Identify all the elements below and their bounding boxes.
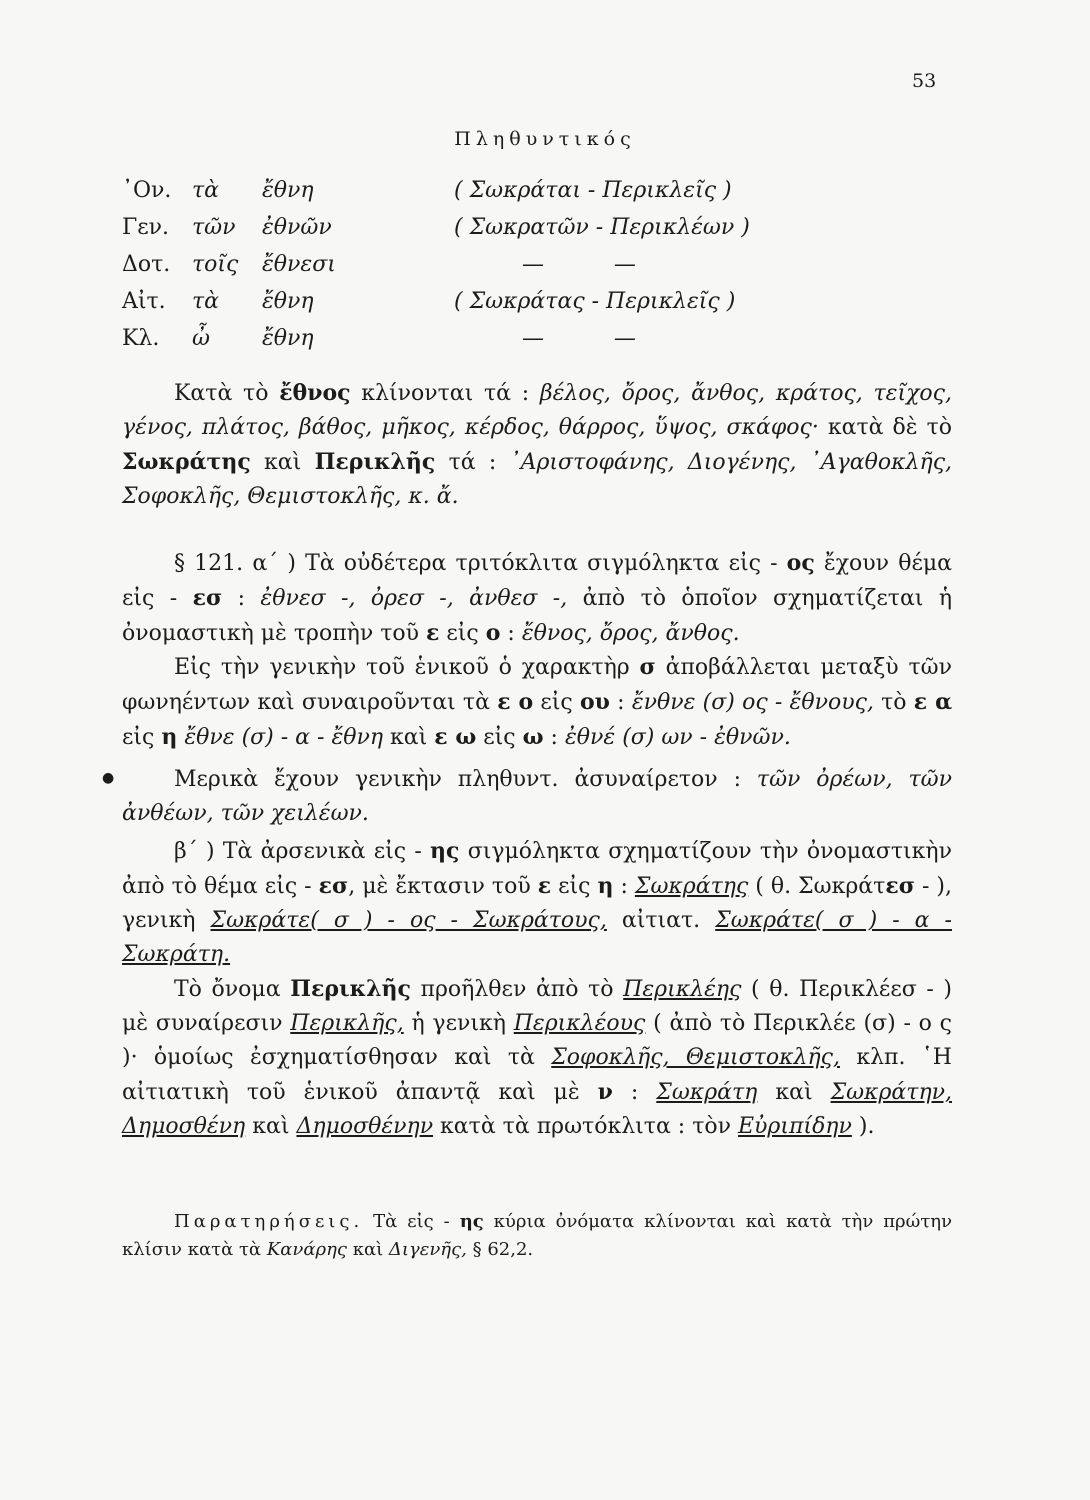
section-121-paragraph: § 121. α΄ ) Τὰ οὐδέτερα τριτόκλιτα σιγμόληκτα εἰς - ος ἔχουν θέμα εἰς - εσ : ἐθνεσ -, ὀρεσ -, ἀνθεσ -, ἀπὸ τὸ ὁποῖον σχηματίζεται ἡ ὀνομαστικὴ μὲ τροπὴν τοῦ ε εἰς ο : ἔθνος, ὄρος, ἄνθος.	[122, 550, 953, 646]
case-label: Κλ.	[122, 326, 160, 351]
remarks-note: Παρατηρήσεις. Τὰ εἰς - ης κύρια ὀνόματα κλίνονται καὶ κατὰ τὴν πρώτην κλίσιν κατὰ τὰ Κανάρης καὶ Διγενῆς, § 62,2.	[122, 1211, 953, 1260]
section-heading: Πληθυντικός	[454, 128, 636, 150]
paradigm-row	[122, 252, 682, 289]
noun-form: ἐθνῶν	[262, 215, 332, 240]
case-label: Δοτ.	[122, 252, 171, 277]
pericles-paragraph: Τὸ ὄνομα Περικλῆς προῆλθεν ἀπὸ τὸ Περικλέης ( θ. Περικλέεσ - ) μὲ συναίρεσιν Περικλῆς, ἡ γενικὴ Περικλέους ( ἀπὸ τὸ Περικλέε (σ) - ο ς )· ὁμοίως ἐσχηματίσθησαν καὶ τὰ Σοφοκλῆς, Θεμιστοκλῆς, κλπ. ῾Η αἰτιατικὴ τοῦ ἑνικοῦ ἀπαντᾷ καὶ μὲ ν : Σωκράτη καὶ Σωκράτην, Δημοσθένη καὶ Δημοσθένην κατὰ τὰ πρωτόκλιτα : τὸν Εὐριπίδην ).	[122, 976, 953, 1139]
example-forms: ( Σωκρατῶν - Περικλέων )	[454, 215, 750, 240]
noun-form: ἔθνη	[262, 326, 314, 351]
paradigm-row	[122, 215, 750, 252]
article: ὦ	[192, 326, 210, 351]
page-number: 53	[912, 70, 937, 92]
example-forms: — —	[522, 252, 636, 277]
noun-form: ἔθνεσι	[262, 252, 336, 277]
paradigm-table	[122, 178, 750, 363]
case-label: Αἰτ.	[122, 289, 166, 314]
example-forms: ( Σωκράτας - Περικλεῖς )	[454, 289, 736, 314]
paradigm-row	[122, 326, 682, 363]
case-label: Γεν.	[122, 215, 170, 240]
declension-examples-paragraph: Κατὰ τὸ ἔθνος κλίνονται τά : βέλος, ὄρος, ἄνθος, κράτος, τεῖχος, γένος, πλάτος, βάθος, μῆκος, κέρδος, θάρρος, ὕψος, σκάφος· κατὰ δὲ τὸ Σωκράτης καὶ Περικλῆς τά : ᾿Αριστοφάνης, Διογένης, ᾿Αγαθοκλῆς, Σοφοκλῆς, Θεμιστοκλῆς, κ. ἄ.	[122, 380, 953, 509]
article: τὰ	[192, 178, 220, 203]
paradigm-row	[122, 178, 732, 215]
article: τὰ	[192, 289, 220, 314]
remarks-label: Παρατηρήσεις.	[174, 1211, 364, 1232]
masculine-paragraph: β΄ ) Τὰ ἀρσενικὰ εἰς - ης σιγμόληκτα σχηματίζουν τὴν ὀνομαστικὴν ἀπὸ τὸ θέμα εἰς - εσ, μὲ ἔκτασιν τοῦ ε εἰς η : Σωκράτης ( θ. Σωκράτεσ - ), γενικὴ Σωκράτε( σ ) - ος - Σωκράτους, αἰτιατ. Σωκράτε( σ ) - α - Σωκράτη.	[122, 838, 952, 967]
article: τῶν	[192, 215, 236, 240]
case-label: ᾿Ον.	[122, 178, 172, 203]
example-forms: ( Σωκράται - Περικλεῖς )	[454, 178, 732, 203]
uncontracted-genitive-paragraph: Μερικὰ ἔχουν γενικὴν πληθυντ. ἀσυναίρετον : τῶν ὀρέων, τῶν ἀνθέων, τῶν χειλέων.	[122, 767, 952, 826]
paradigm-row	[122, 289, 736, 326]
section-number: § 121.	[174, 551, 244, 576]
noun-form: ἔθνη	[262, 178, 314, 203]
noun-form: ἔθνη	[262, 289, 314, 314]
example-forms: — —	[522, 326, 636, 351]
margin-bullet: ●	[102, 770, 115, 786]
article: τοῖς	[192, 252, 239, 277]
genitive-contraction-paragraph: Εἰς τὴν γενικὴν τοῦ ἑνικοῦ ὁ χαρακτὴρ σ ἀποβάλλεται μεταξὺ τῶν φωνηέντων καὶ συναιροῦνται τὰ ε ο εἰς ου : ἔνθνε (σ) ος - ἔθνους, τὸ ε α εἰς η ἔθνε (σ) - α - ἔθνη καὶ ε ω εἰς ω : ἐθνέ (σ) ων - ἐθνῶν.	[122, 654, 953, 750]
